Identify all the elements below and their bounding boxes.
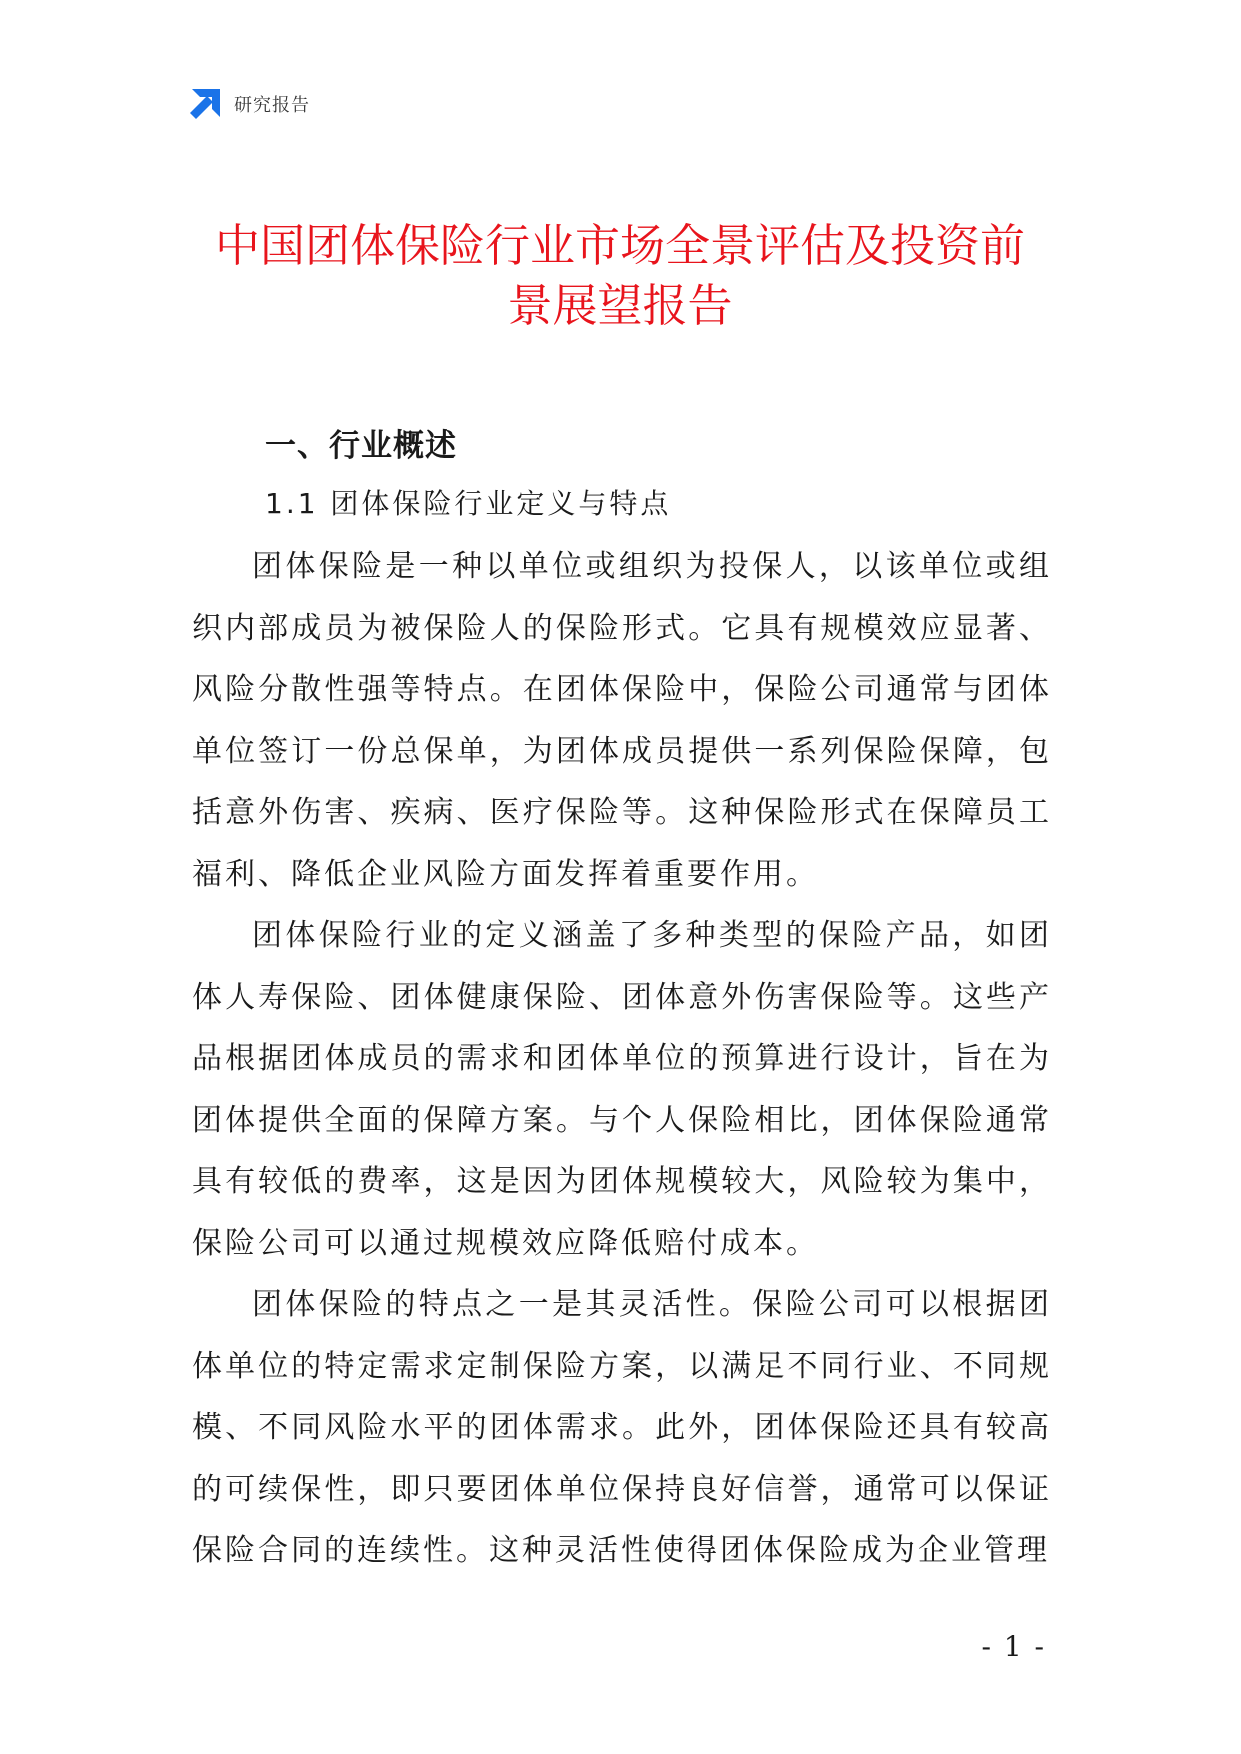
report-header <box>190 88 310 120</box>
sub-heading: 1.1 团体保险行业定义与特点 <box>265 487 672 520</box>
paragraph-1: 团体保险是一种以单位或组织为投保人，以该单位或组织内部成员为被保险人的保险形式。它具有规模效应显著、风险分散性强等特点。在团体保险中，保险公司通常与团体单位签订一份总保单，为团体成员提供一系列保险保障，包括意外伤害、疾病、医疗保险等。这种保险形式在保障员工福利、降低企业风险方面发挥着重要作用。 <box>192 549 1052 892</box>
title-line-1: 中国团体保险行业市场全景评估及投资前 <box>214 219 1025 272</box>
paragraph-3: 团体保险的特点之一是其灵活性。保险公司可以根据团体单位的特定需求定制保险方案，以满足不同行业、不同规模、不同风险水平的团体需求。此外，团体保险还具有较高的可续保性，即只要团体单位保持良好信誉，通常可以保证保险合同的连续性。这种灵活性使得团体保险成为企业管理 <box>192 1287 1052 1568</box>
body-text <box>192 536 1052 1582</box>
page-title <box>150 216 1090 336</box>
title-line-2: 景展望报告 <box>507 279 733 332</box>
paragraph-2: 团体保险行业的定义涵盖了多种类型的保险产品，如团体人寿保险、团体健康保险、团体意外伤害保险等。这些产品根据团体成员的需求和团体单位的预算进行设计，旨在为团体提供全面的保障方案。与个人保险相比，团体保险通常具有较低的费率，这是因为团体规模较大，风险较为集中，保险公司可以通过规模效应降低赔付成本。 <box>192 918 1052 1261</box>
arrow-logo-icon <box>190 89 220 119</box>
page-number: - 1 - <box>981 1630 1046 1663</box>
header-label: 研究报告 <box>234 95 310 116</box>
section-heading: 一、行业概述 <box>265 428 457 464</box>
